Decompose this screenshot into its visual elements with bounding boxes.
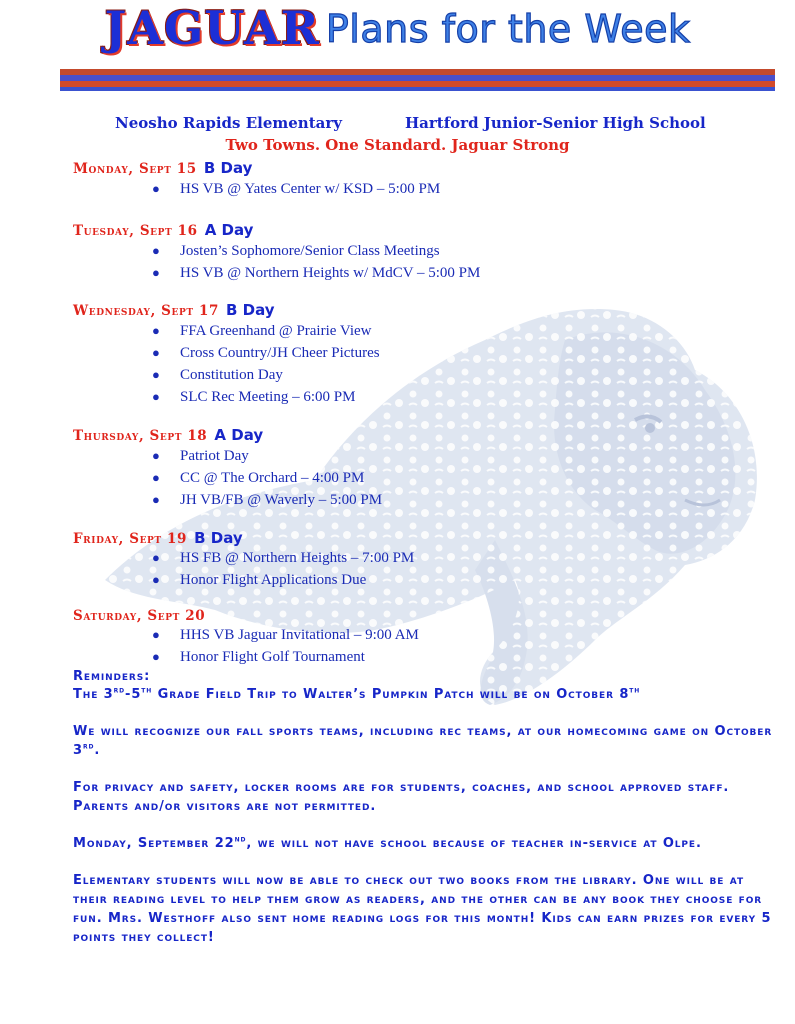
day-name: Wednesday, Sept 17	[73, 303, 219, 319]
list-item: ● Honor Flight Golf Tournament	[150, 646, 419, 668]
day-heading-thursday	[73, 425, 263, 444]
day-type: A Day	[204, 221, 254, 239]
page-title	[0, 0, 795, 60]
reminders-heading: Reminders:	[73, 669, 151, 684]
bullet-icon: ●	[152, 550, 160, 565]
day-heading-wednesday	[73, 300, 275, 319]
header-stripe	[60, 87, 775, 91]
events-list-friday	[150, 547, 414, 591]
list-item: ● HS VB @ Yates Center w/ KSD – 5:00 PM	[150, 178, 440, 200]
day-heading-tuesday	[73, 220, 253, 239]
day-heading-saturday	[73, 605, 205, 624]
day-name: Saturday, Sept 20	[73, 608, 206, 624]
list-item: ● Josten’s Sophomore/Senior Class Meetings	[150, 240, 480, 262]
events-list-monday	[150, 178, 440, 200]
title-rest: Plans for the Week	[325, 7, 691, 51]
bullet-icon: ●	[152, 627, 160, 642]
list-item: ● HS FB @ Northern Heights – 7:00 PM	[150, 547, 414, 569]
list-item: ● Cross Country/JH Cheer Pictures	[150, 342, 380, 364]
day-heading-monday	[73, 158, 252, 177]
school-name-high-school: Hartford Junior-Senior High School	[405, 114, 706, 132]
title-brand: JAGUAR	[104, 1, 320, 55]
bullet-icon: ●	[152, 243, 160, 258]
day-type: B Day	[194, 529, 243, 547]
list-item: ● Patriot Day	[150, 445, 382, 467]
events-list-tuesday	[150, 240, 480, 284]
reminder-library: Elementary students will now be able to check out two books from the library. One will be at their reading level to help them grow as readers, and the other can be any book they choose for fun. Mrs. Westhoff also sent home reading logs for this month! Kids can earn prizes for every 5 points they collect!	[73, 873, 772, 945]
bullet-icon: ●	[152, 367, 160, 382]
day-name: Thursday, Sept 18	[73, 428, 208, 444]
list-item: ● CC @ The Orchard – 4:00 PM	[150, 467, 382, 489]
motto: Two Towns. One Standard. Jaguar Strong	[225, 136, 570, 154]
reminder-field-trip: The 3rd-5th Grade Field Trip to Walter’s Pumpkin Patch will be on October 8th	[73, 685, 641, 702]
reminders-section	[73, 668, 773, 965]
day-type: B Day	[226, 301, 275, 319]
day-type: A Day	[214, 426, 264, 444]
list-item: ● Constitution Day	[150, 364, 380, 386]
reminder-homecoming: We will recognize our fall sports teams, including rec teams, at our homecoming game on October 3rd.	[73, 724, 773, 758]
events-list-thursday	[150, 445, 382, 511]
bullet-icon: ●	[152, 649, 160, 664]
list-item: ● JH VB/FB @ Waverly – 5:00 PM	[150, 489, 382, 511]
bullet-icon: ●	[152, 265, 160, 280]
school-name-elementary: Neosho Rapids Elementary	[115, 114, 342, 132]
list-item: ● HS VB @ Northern Heights w/ MdCV – 5:00 PM	[150, 262, 480, 284]
reminder-locker-rooms: For privacy and safety, locker rooms are for students, coaches, and school approved staff. Parents and/or visitors are not permitted.	[73, 780, 730, 814]
day-name: Tuesday, Sept 16	[73, 223, 198, 239]
bullet-icon: ●	[152, 389, 160, 404]
day-type: B Day	[203, 159, 253, 177]
list-item: ● HHS VB Jaguar Invitational – 9:00 AM	[150, 624, 419, 646]
bullet-icon: ●	[152, 470, 160, 485]
bullet-icon: ●	[152, 323, 160, 338]
list-item: ● Honor Flight Applications Due	[150, 569, 414, 591]
list-item: ● FFA Greenhand @ Prairie View	[150, 320, 380, 342]
bullet-icon: ●	[152, 345, 160, 360]
list-item: ● SLC Rec Meeting – 6:00 PM	[150, 386, 380, 408]
day-name: Monday, Sept 15	[73, 161, 197, 177]
bullet-icon: ●	[152, 492, 160, 507]
day-name: Friday, Sept 19	[73, 531, 187, 547]
events-list-wednesday	[150, 320, 380, 408]
bullet-icon: ●	[152, 181, 160, 196]
bullet-icon: ●	[152, 448, 160, 463]
reminder-no-school: Monday, September 22nd, we will not have school because of teacher in-service at Olpe.	[73, 834, 702, 851]
day-heading-friday	[73, 528, 243, 547]
events-list-saturday	[150, 624, 419, 668]
bullet-icon: ●	[152, 572, 160, 587]
